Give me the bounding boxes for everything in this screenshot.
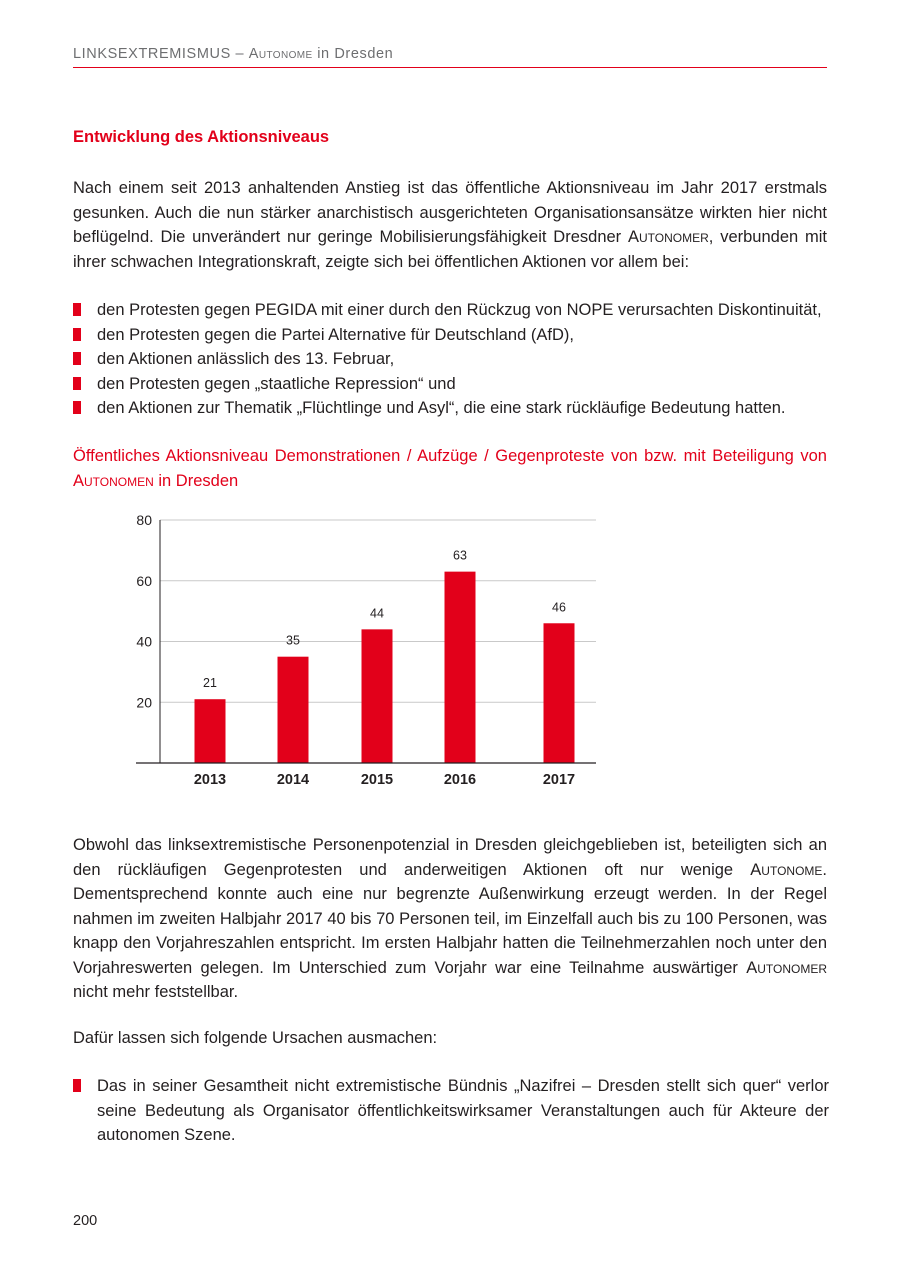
body-paragraph-2 xyxy=(73,833,827,1005)
header-sub-rest: in Dresden xyxy=(312,46,394,62)
list-item xyxy=(73,347,829,372)
list-item-text: den Protesten gegen „staatliche Repression“ und xyxy=(97,374,456,393)
y-tick-label: 40 xyxy=(136,633,152,650)
x-tick-label: 2015 xyxy=(360,772,394,788)
data-label: 63 xyxy=(453,548,467,563)
x-tick-label: 2017 xyxy=(542,772,576,788)
header-separator: – xyxy=(230,46,249,62)
body-paragraph-3: Dafür lassen sich folgende Ursachen ausmachen: xyxy=(73,1029,438,1047)
bar xyxy=(544,623,575,763)
list-item xyxy=(73,298,829,323)
y-tick-label: 20 xyxy=(136,694,152,711)
para2-caps-2: Autonomer xyxy=(746,958,827,977)
intro-paragraph xyxy=(73,176,827,274)
para2-text-3: nicht mehr feststellbar. xyxy=(73,983,239,1001)
bullet-marker xyxy=(73,1079,81,1092)
bullet-marker xyxy=(73,377,81,390)
running-header xyxy=(73,46,827,62)
x-tick-label: 2013 xyxy=(193,772,227,788)
list-item xyxy=(73,323,829,348)
caption-text-2: in Dresden xyxy=(153,471,239,490)
caption-text-1: Öffentliches Aktionsniveau Demonstrationen / Aufzüge / Gegenproteste von bzw. mit Beteiligung von xyxy=(73,447,827,465)
caption-caps: Autonomen xyxy=(73,471,154,490)
bar xyxy=(362,629,393,763)
bar xyxy=(195,699,226,763)
list-item-text: den Aktionen anlässlich des 13. Februar, xyxy=(97,350,395,368)
header-sub-caps: Autonome xyxy=(248,46,313,62)
list-item xyxy=(73,372,829,397)
list-item-text: den Aktionen zur Thematik „Flüchtlinge und Asyl“, die eine stark rückläufige Bedeutung hatten. xyxy=(97,399,786,417)
header-main: LINKSEXTREMISMUS xyxy=(73,46,231,62)
header-rule xyxy=(73,67,827,68)
bullet-marker xyxy=(73,352,81,365)
y-tick-label: 80 xyxy=(136,512,152,528)
para2-text-1: Obwohl das linksextremistische Personenpotenzial in Dresden gleichgeblieben ist, beteiligten sich an den rückläufigen Gegenprotesten und anderweitigen Aktionen oft nur wenige xyxy=(73,836,827,879)
list-item-text: Das in seiner Gesamtheit nicht extremistische Bündnis „Nazifrei – Dresden stellt sich quer“ verlor seine Bedeutung als Organisator öffentlichkeitswirksamer Veranstaltungen auch für Akteure der autonomen Szene. xyxy=(97,1077,829,1144)
bullet-marker xyxy=(73,303,81,316)
para2-caps-1: Autonome xyxy=(750,860,823,879)
y-tick-label: 60 xyxy=(136,572,152,589)
section-title: Entwicklung des Aktionsniveaus xyxy=(73,128,330,146)
para2-text-2: . Dementsprechend konnte auch eine nur begrenzte Außenwirkung erzeugt werden. In der Regel nahmen im zweiten Halbjahr 2017 40 bis 70 Personen teil, im Einzelfall auch bis zu 100 Personen, was knapp den Vorjahreszahlen entspricht. Im ersten Halbjahr hatten die Teilnehmerzahlen noch unter den Vorjahreswerten gelegen. Im Unterschied zum Vorjahr war eine Teilnahme auswärtiger xyxy=(73,860,827,977)
bullet-marker xyxy=(73,328,81,341)
data-label: 21 xyxy=(203,676,217,691)
data-label: 35 xyxy=(286,633,300,648)
list-item xyxy=(73,1074,829,1148)
chart-caption xyxy=(73,444,827,493)
list-item xyxy=(73,396,829,421)
bullet-list xyxy=(73,298,829,421)
intro-text-1: Nach einem seit 2013 anhaltenden Anstieg ist das öffentliche Aktionsniveau im Jahr 2017 erstmals gesunken. Auch die nun stärker anarchistisch ausgerichteten Organisationsansätze wirkten hier nicht beflügelnd. Die unverändert nur geringe Mobilisierungsfähigkeit Dresdner xyxy=(73,179,827,246)
bar-chart xyxy=(110,505,610,795)
x-tick-label: 2014 xyxy=(276,772,310,788)
bar xyxy=(278,657,309,763)
list-item-text: den Protesten gegen die Partei Alternative für Deutschland (AfD), xyxy=(97,325,574,344)
bullet-marker xyxy=(73,401,81,414)
data-label: 46 xyxy=(552,600,566,615)
intro-text-2: , verbunden mit ihrer schwachen Integrationskraft, zeigte sich bei öffentlichen Aktionen vor allem bei: xyxy=(73,228,828,271)
x-tick-label: 2016 xyxy=(443,772,477,788)
page-number: 200 xyxy=(73,1213,98,1229)
list-item-text: den Protesten gegen PEGIDA mit einer durch den Rückzug von NOPE verursachten Diskontinuität, xyxy=(97,301,822,319)
cause-list xyxy=(73,1074,829,1148)
intro-caps: Autonomer xyxy=(628,228,709,246)
bar xyxy=(445,572,476,763)
data-label: 44 xyxy=(370,606,384,621)
